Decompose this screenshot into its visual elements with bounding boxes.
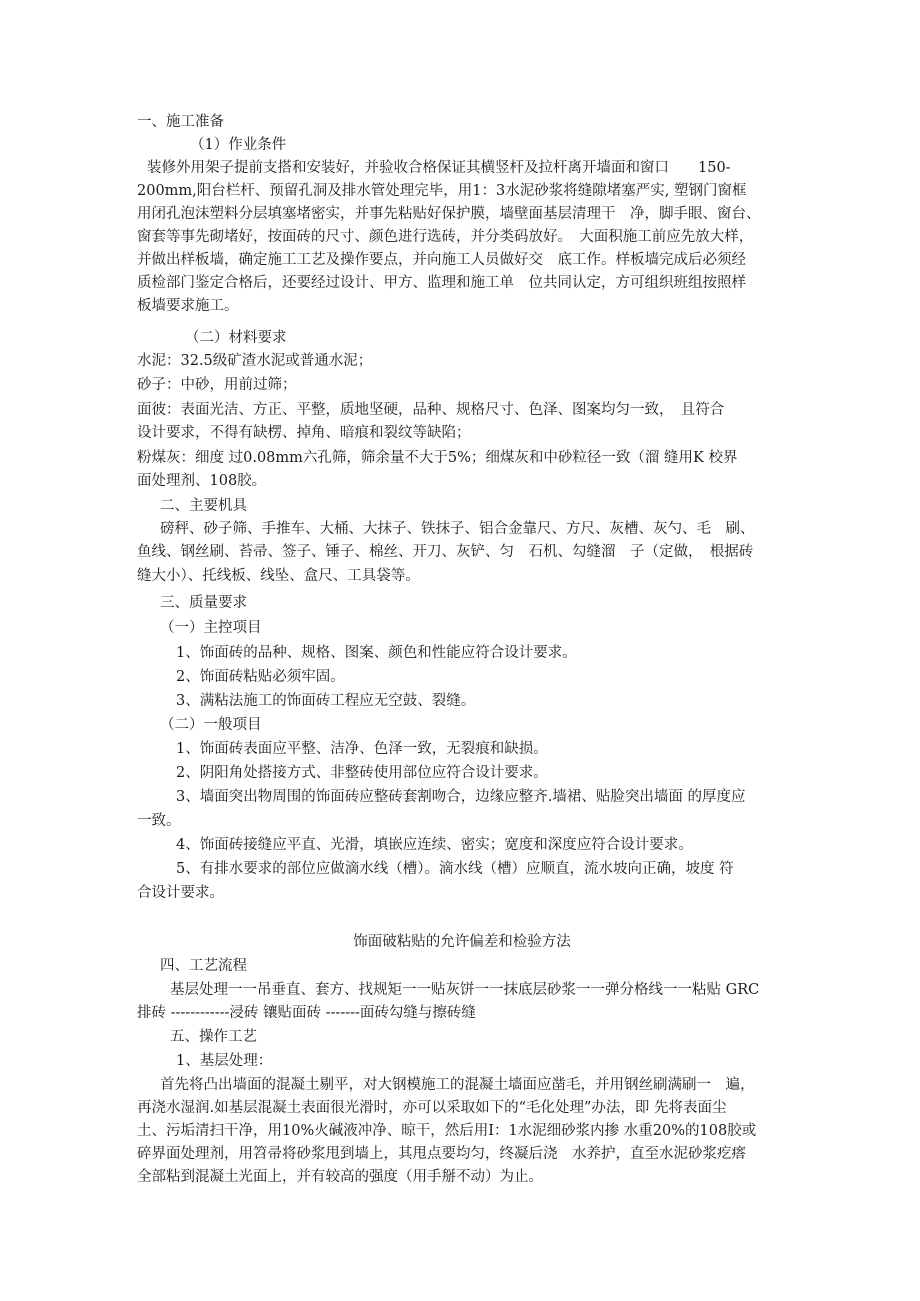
paragraph-line: 磅秤、砂子筛、手推车、大桶、大抹子、铁抹子、铝合金靠尺、方尺、灰槽、灰勺、毛 刷、: [160, 521, 755, 537]
heading-main-tools: 二、主要机具: [160, 498, 247, 514]
paragraph-line: 200mm,阳台栏杆、预留孔洞及排水管处理完毕，用1：3水泥砂浆将缝隙堵塞严实, 塑钢门窗框: [137, 183, 747, 199]
paragraph-line: 板墙要求施工。: [137, 298, 239, 314]
paragraph-line: 面彼：表面光洁、方正、平整，质地坚硬，品种、规格尺寸、色泽、图案均匀一致， 且符合: [137, 402, 725, 418]
paragraph-line: 砂子：中砂，用前过筛；: [137, 377, 297, 393]
paragraph-line: 再浇水湿润.如基层混凝土表面很光滑时，亦可以采取如下的“毛化处理”办法，即 先将表面尘: [137, 1100, 727, 1116]
heading-process-flow: 四、工艺流程: [160, 958, 247, 974]
list-item-continuation: 一致。: [137, 813, 181, 829]
subheading-material-requirements: （二）材料要求: [185, 330, 287, 346]
heading-quality-requirements: 三、质量要求: [160, 595, 247, 611]
heading-construction-preparation: 一、施工准备: [137, 114, 224, 130]
paragraph-line: 水泥：32.5级矿渣水泥或普通水泥；: [137, 353, 373, 369]
paragraph-line: 碎界面处理剂，用笤帚将砂浆甩到墙上，其甩点要均匀，终凝后浇 水养护，直至水泥砂浆疙瘩: [137, 1146, 746, 1162]
subheading-main-control-items: （一）主控项目: [160, 620, 262, 636]
paragraph-line: 粉煤灰：细度 过0.08mm六孔筛，筛余量不大于5%；细煤灰和中砂粒径一致（溜 缝用K 校界: [137, 450, 738, 466]
heading-operation-process: 五、操作工艺: [170, 1029, 257, 1045]
list-item: 1、饰面砖的品种、规格、图案、颜色和性能应符合设计要求。: [176, 645, 577, 661]
subheading-general-items: （二）一般项目: [160, 717, 262, 733]
list-item: 1、饰面砖表面应平整、洁净、色泽一致，无裂痕和缺损。: [176, 741, 548, 757]
list-item: 3、墙面突出物周围的饰面砖应整砖套割吻合，边缘应整齐.墙裙、贴脸突出墙面 的厚度应: [176, 789, 746, 805]
paragraph-line: 全部粘到混凝土光面上，并有较高的强度（用手掰不动）为止。: [137, 1169, 543, 1185]
subheading-working-conditions: （1）作业条件: [190, 137, 287, 153]
paragraph-line: 装修外用架子提前支搭和安装好，并验收合格保证其横竖杆及拉杆离开墙面和窗口 150-: [147, 160, 731, 176]
paragraph-line: 土、污垢清扫干净，用10%火碱液冲净、晾干，然后用I：1水泥细砂浆内掺 水重20%的108胶或: [137, 1123, 757, 1139]
list-item: 2、阴阳角处搭接方式、非整砖使用部位应符合设计要求。: [176, 765, 548, 781]
paragraph-line: 并做出样板墙，确定施工工艺及操作要点，并向施工人员做好交 底工作。样板墙完成后必须经: [137, 252, 746, 268]
list-item: 3、满粘法施工的饰面砖工程应无空鼓、裂缝。: [176, 693, 476, 709]
paragraph-line: 面处理剂、108胶。: [137, 473, 267, 489]
paragraph-line: 质检部门鉴定合格后，还要经过设计、甲方、监理和施工单 位共同认定，方可组织班组按照样: [137, 275, 746, 291]
paragraph-line: 缝大小）、托线板、线坠、盒尺、工具袋等。: [137, 568, 420, 584]
paragraph-line: 首先将凸出墙面的混凝土剔平，对大钢模施工的混凝土墙面应凿毛，并用钢丝刷满刷一 遍，: [160, 1077, 755, 1093]
list-item: 2、饰面砖粘贴必须牢固。: [176, 669, 345, 685]
paragraph-line: 窗套等事先砌堵好，按面砖的尺寸、颜色进行选砖，并分类码放好。 大面积施工前应先放大样，: [137, 229, 754, 245]
subheading-base-treatment: 1、基层处理：: [176, 1053, 273, 1069]
list-item-continuation: 合设计要求。: [137, 885, 224, 901]
paragraph-line: 用闭孔泡沫塑料分层填塞堵密实，并事先粘贴好保护膜，墙壁面基层清理干 净，脚手眼、窗台、: [137, 206, 761, 222]
paragraph-line: 设计要求，不得有缺楞、掉角、暗痕和裂纹等缺陷；: [137, 425, 471, 441]
process-flow-line: 排砖 ------------浸砖 镶贴面砖 -------面砖勾缝与擦砖缝: [137, 1005, 476, 1021]
process-flow-line: 基层处理一一吊垂直、套方、找规矩一一贴灰饼一一抹底层砂浆一一弹分格线一一粘贴 GRC: [170, 982, 760, 998]
list-item: 4、饰面砖接缝应平直、光滑，填嵌应连续、密实；宽度和深度应符合设计要求。: [176, 837, 693, 853]
list-item: 5、有排水要求的部位应做滴水线（槽）。滴水线（槽）应顺直，流水坡向正确，坡度 符: [176, 861, 734, 877]
paragraph-line: 鱼线、钢丝刷、苔帚、签子、锤子、棉丝、开刀、灰铲、匀 石机、勾缝溜 子（定做， 根据砖: [137, 544, 754, 560]
table-caption: 饰面破粘贴的允许偏差和检验方法: [353, 934, 571, 950]
